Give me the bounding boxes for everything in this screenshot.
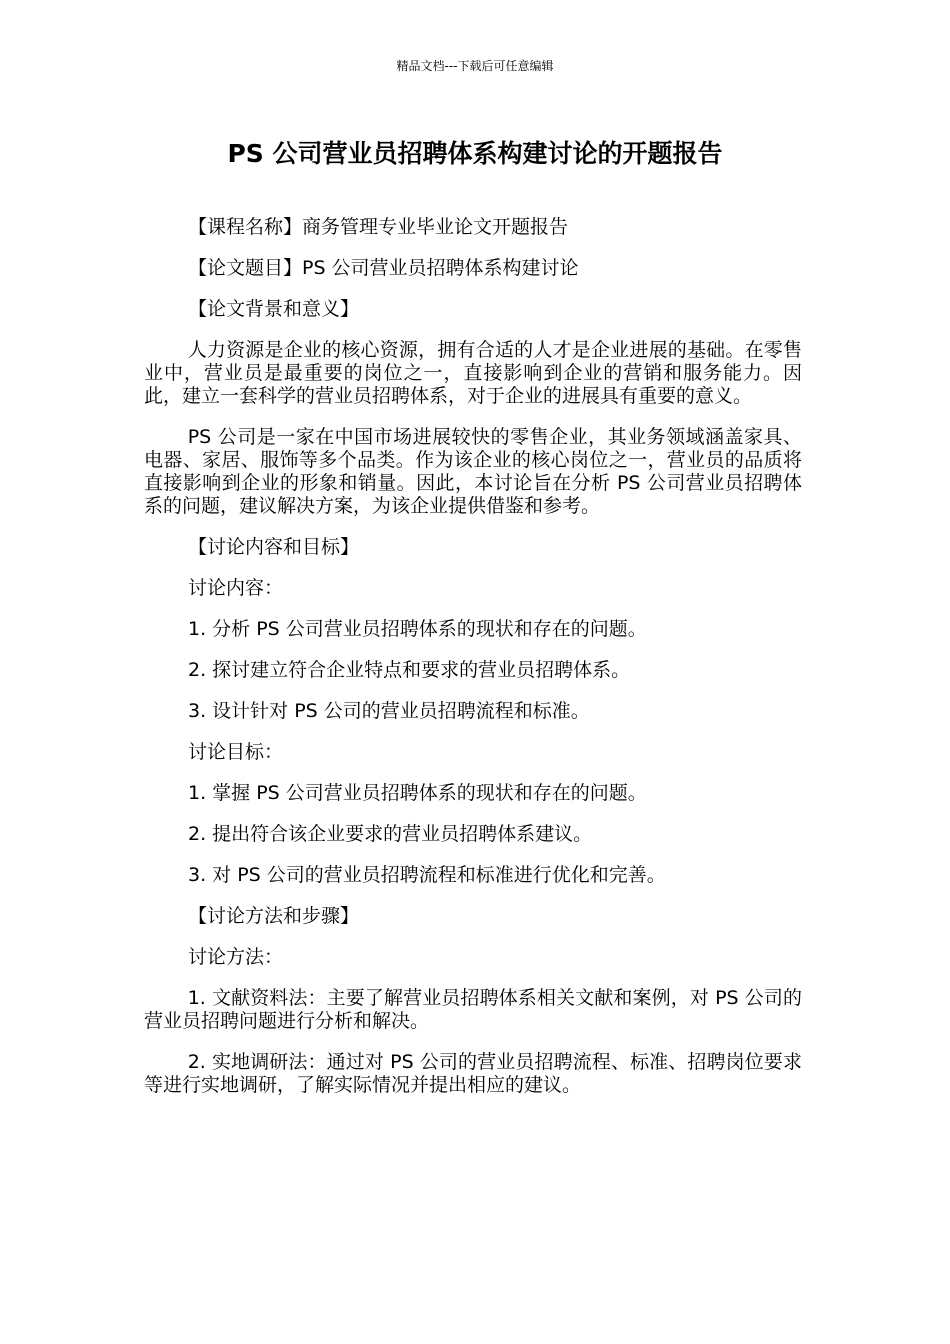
goal-label: 讨论目标： (188, 741, 284, 763)
document-title: PS 公司营业员招聘体系构建讨论的开题报告 (227, 139, 723, 168)
page-header-watermark: 精品文档---下载后可任意编辑 (396, 59, 554, 73)
background-paragraph: PS 公司是一家在中国市场进展较快的零售企业，其业务领域涵盖家具、电器、家居、服饰等多个品类。作为该企业的核心岗位之一，营业员的品质将直接影响到企业的形象和销量。因此，本讨论旨在分析 PS 公司营业员招聘体系的问题，建议解决方案，为该企业提供借鉴和参考。 (144, 426, 802, 517)
content-label: 讨论内容： (188, 577, 284, 599)
content-list-item: 2. 探讨建立符合企业特点和要求的营业员招聘体系。 (188, 659, 631, 681)
method-label: 讨论方法： (188, 946, 284, 968)
goal-list-item: 1. 掌握 PS 公司营业员招聘体系的现状和存在的问题。 (188, 782, 647, 804)
background-paragraph: 人力资源是企业的核心资源，拥有合适的人才是企业进展的基础。在零售业中，营业员是最重要的岗位之一，直接影响到企业的营销和服务能力。因此，建立一套科学的营业员招聘体系，对于企业的进展具有重要的意义。 (144, 339, 802, 407)
background-heading: 【论文背景和意义】 (188, 298, 360, 320)
content-heading: 【讨论内容和目标】 (188, 536, 360, 558)
content-list-item: 3. 设计针对 PS 公司的营业员招聘流程和标准。 (188, 700, 590, 722)
course-name-line: 【课程名称】商务管理专业毕业论文开题报告 (188, 216, 569, 238)
method-paragraph: 1. 文献资料法：主要了解营业员招聘体系相关文献和案例，对 PS 公司的营业员招聘问题进行分析和解决。 (144, 987, 802, 1032)
document-body (144, 216, 802, 1115)
content-list-item: 1. 分析 PS 公司营业员招聘体系的现状和存在的问题。 (188, 618, 647, 640)
method-paragraph: 2. 实地调研法：通过对 PS 公司的营业员招聘流程、标准、招聘岗位要求等进行实地调研，了解实际情况并提出相应的建议。 (144, 1051, 802, 1096)
thesis-title-line: 【论文题目】PS 公司营业员招聘体系构建讨论 (188, 257, 579, 279)
goal-list-item: 2. 提出符合该企业要求的营业员招聘体系建议。 (188, 823, 593, 845)
method-heading: 【讨论方法和步骤】 (188, 905, 360, 927)
goal-list-item: 3. 对 PS 公司的营业员招聘流程和标准进行优化和完善。 (188, 864, 666, 886)
